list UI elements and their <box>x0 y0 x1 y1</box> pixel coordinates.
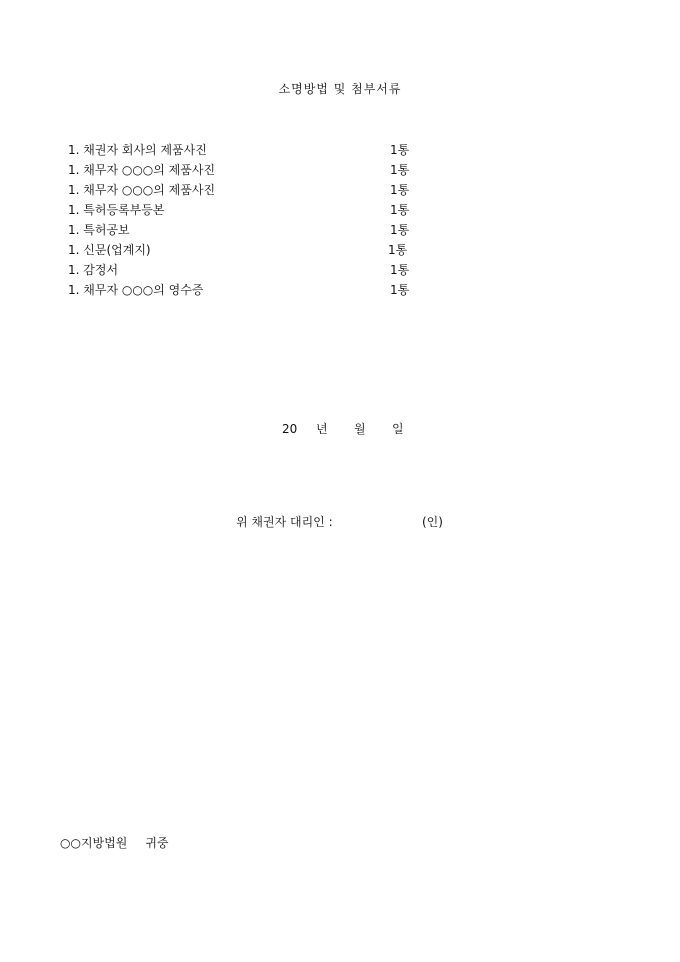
attachment-name: 1. 특허등록부등본 <box>68 203 165 217</box>
date-month-unit: 월 <box>354 422 366 436</box>
attachment-quantity: 1통 <box>390 223 410 237</box>
addressee-line <box>60 834 169 851</box>
date-year-unit: 년 <box>316 422 328 436</box>
court-name: ○○지방법원 <box>60 836 128 850</box>
list-item <box>68 260 428 280</box>
attachment-quantity: 1통 <box>390 183 410 197</box>
attachment-name: 1. 감정서 <box>68 263 119 277</box>
attachment-quantity: 1통 <box>390 263 410 277</box>
attachment-name: 1. 채무자 ○○○의 영수증 <box>68 283 204 297</box>
attachment-quantity: 1통 <box>390 283 410 297</box>
list-item <box>68 140 428 160</box>
attachment-name: 1. 특허공보 <box>68 223 130 237</box>
document-date <box>282 420 404 437</box>
document-title: 소명방법 및 첨부서류 <box>278 82 402 96</box>
signature-label: 위 채권자 대리인 : <box>236 515 333 529</box>
list-item <box>68 220 428 240</box>
list-item <box>68 240 428 260</box>
seal-mark: (인) <box>422 515 443 529</box>
signature-line <box>236 513 443 530</box>
attachment-quantity: 1통 <box>390 163 410 177</box>
attachment-quantity: 1통 <box>390 203 410 217</box>
attachment-name: 1. 채무자 ○○○의 제품사진 <box>68 183 216 197</box>
attachment-name: 1. 채권자 회사의 제품사진 <box>68 143 207 157</box>
list-item <box>68 280 428 300</box>
attachment-quantity: 1통 <box>390 143 410 157</box>
list-item <box>68 200 428 220</box>
list-item <box>68 160 428 180</box>
date-day-unit: 일 <box>392 422 404 436</box>
attachment-quantity: 1통 <box>388 243 408 257</box>
addressee-label: 귀중 <box>145 836 169 850</box>
list-item <box>68 180 428 200</box>
attachments-list <box>68 140 428 300</box>
attachment-name: 1. 채무자 ○○○의 제품사진 <box>68 163 216 177</box>
attachment-name: 1. 신문(업계지) <box>68 243 151 257</box>
date-year: 20 <box>282 422 298 436</box>
